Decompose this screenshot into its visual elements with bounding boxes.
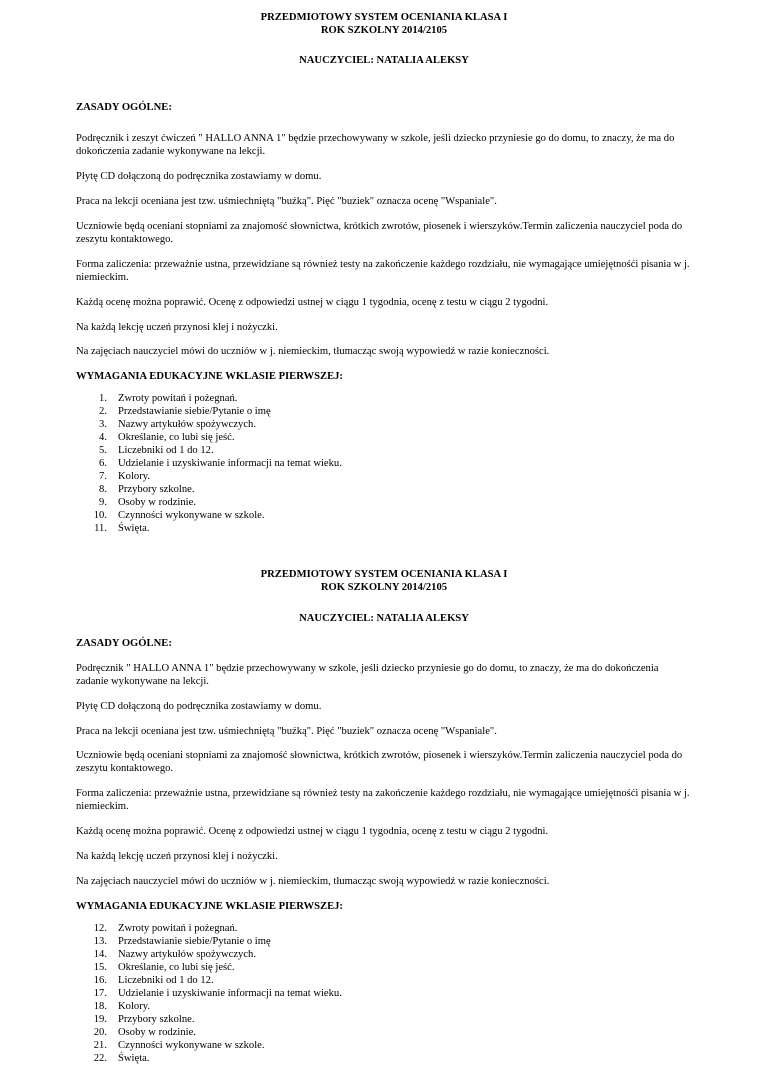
requirements-heading: WYMAGANIA EDUKACYJNE WKLASIE PIERWSZEJ: [76,900,343,912]
rules-heading: ZASADY OGÓLNE: [76,102,172,114]
list-number: 12. [93,922,107,934]
list-item [76,1013,692,1026]
title-line-1: PRZEDMIOTOWY SYSTEM OCENIANIA KLASA I [260,569,508,581]
list-number: 6. [99,458,107,470]
list-number: 9. [99,497,107,509]
list-item [76,509,692,522]
list-text: Przedstawianie siebie/Pytanie o imę [118,406,271,418]
list-text: Przybory szkolne. [118,484,195,496]
list-item [76,392,692,405]
list-number: 19. [93,1013,107,1025]
list-item [76,457,692,470]
list-text: Udzielanie i uzyskiwanie informacji na temat wieku. [118,987,342,999]
list-text: Przedstawianie siebie/Pytanie o imę [118,935,271,947]
list-number: 10. [93,510,107,522]
paragraph: Podręcznik " HALLO ANNA 1" będzie przechowywany w szkole, jeśli dziecko przyniesie go do domu, to znaczy, że ma do dokończenia zadanie wykonywane na lekcji. [76,662,659,687]
teacher-line: NAUCZYCIEL: NATALIA ALEKSY [299,55,469,67]
list-text: Kolory. [118,471,150,483]
list-text: Osoby w rodzinie. [118,1026,196,1038]
list-text: Liczebniki od 1 do 12. [118,974,214,986]
list-text: Nazwy artykułów spożywczych. [118,419,256,431]
paragraph: Uczniowie będą oceniani stopniami za znajomość słownictwa, krótkich zwrotów, piosenek i wierszyków.Termin zaliczenia nauczyciel poda do zeszytu kontaktowego. [76,220,683,245]
list-item [76,1039,692,1052]
list-number: 11. [94,523,107,535]
list-item [76,961,692,974]
document-title [76,569,692,594]
list-number: 22. [93,1052,107,1064]
paragraph: Każdą ocenę można poprawić. Ocenę z odpowiedzi ustnej w ciągu 1 tygodnia, ocenę z testu w ciągu 2 tygodni. [76,826,549,838]
paragraph: Uczniowie będą oceniani stopniami za znajomość słownictwa, krótkich zwrotów, piosenek i wierszyków.Termin zaliczenia nauczyciel poda do zeszytu kontaktowego. [76,750,683,775]
list-text: Udzielanie i uzyskiwanie informacji na temat wieku. [118,458,342,470]
paragraph: Na każdą lekcję uczeń przynosi klej i nożyczki. [76,851,278,863]
list-number: 20. [93,1026,107,1038]
list-number: 1. [99,393,107,405]
list-item [76,444,692,457]
list-number: 4. [99,432,107,444]
rules-heading: ZASADY OGÓLNE: [76,637,172,649]
paragraph: Praca na lekcji oceniana jest tzw. uśmiechniętą "buźką". Pięć "buziek" oznacza ocenę "Wspaniale". [76,725,497,737]
list-number: 5. [99,445,107,457]
paragraph: Płytę CD dołączoną do podręcznika zostawiamy w domu. [76,700,322,712]
list-item [76,405,692,418]
list-text: Określanie, co lubi się jeść. [118,961,235,973]
list-text: Święta. [118,1052,150,1064]
list-text: Określanie, co lubi się jeść. [118,432,235,444]
list-item [76,987,692,1000]
paragraph: Na zajęciach nauczyciel mówi do uczniów w j. niemieckim, tłumacząc swoją wypowiedź w razie konieczności. [76,346,550,358]
list-number: 13. [93,935,107,947]
paragraph: Podręcznik i zeszyt ćwiczeń " HALLO ANNA 1" będzie przechowywany w szkole, jeśli dziecko przyniesie go do domu, to znaczy, że ma do dokończenia zadanie wykonywane na lekcji. [76,133,675,158]
list-number: 15. [93,961,107,973]
teacher-line: NAUCZYCIEL: NATALIA ALEKSY [299,612,469,624]
list-text: Zwroty powitań i pożegnań. [118,393,238,405]
list-item [76,418,692,431]
paragraph: Forma zaliczenia: przeważnie ustna, przewidziane są również testy na zakończenie każdego rozdziału, nie wymagające umiejętnośći pisania w j. niemieckim. [76,258,690,283]
list-item [76,483,692,496]
list-text: Przybory szkolne. [118,1013,195,1025]
list-item [76,496,692,509]
list-item [76,522,692,535]
document-block-2 [76,569,692,1064]
list-text: Zwroty powitań i pożegnań. [118,922,238,934]
list-item [76,1000,692,1013]
list-text: Liczebniki od 1 do 12. [118,445,214,457]
list-text: Nazwy artykułów spożywczych. [118,948,256,960]
list-number: 8. [99,484,107,496]
document-title [76,12,692,37]
title-line-2: ROK SZKOLNY 2014/2105 [320,582,448,594]
list-number: 7. [99,471,107,483]
list-text: Czynności wykonywane w szkole. [118,1039,265,1051]
list-text: Kolory. [118,1000,150,1012]
title-line-2: ROK SZKOLNY 2014/2105 [320,24,448,36]
list-number: 14. [93,948,107,960]
list-number: 17. [93,987,107,999]
document-block-1 [76,12,692,535]
list-item [76,922,692,935]
list-number: 16. [93,974,107,986]
list-text: Czynności wykonywane w szkole. [118,510,265,522]
list-item [76,1052,692,1065]
requirements-list [76,392,692,535]
list-number: 2. [99,406,107,418]
list-item [76,431,692,444]
list-number: 18. [93,1000,107,1012]
title-line-1: PRZEDMIOTOWY SYSTEM OCENIANIA KLASA I [260,12,508,23]
list-item [76,470,692,483]
list-number: 3. [99,419,107,431]
requirements-heading: WYMAGANIA EDUKACYJNE WKLASIE PIERWSZEJ: [76,371,343,383]
paragraph: Praca na lekcji oceniana jest tzw. uśmiechniętą "buźką". Pięć "buziek" oznacza ocenę "Wspaniale". [76,196,497,208]
paragraph: Płytę CD dołączoną do podręcznika zostawiamy w domu. [76,171,322,183]
list-item [76,1026,692,1039]
list-number: 21. [93,1039,107,1051]
list-item [76,935,692,948]
list-item [76,948,692,961]
paragraph: Każdą ocenę można poprawić. Ocenę z odpowiedzi ustnej w ciągu 1 tygodnia, ocenę z testu w ciągu 2 tygodni. [76,296,549,308]
paragraph: Na każdą lekcję uczeń przynosi klej i nożyczki. [76,321,278,333]
list-item [76,974,692,987]
list-text: Święta. [118,523,150,535]
paragraph: Forma zaliczenia: przeważnie ustna, przewidziane są również testy na zakończenie każdego rozdziału, nie wymagające umiejętnośći pisania w j. niemieckim. [76,788,690,813]
requirements-list [76,922,692,1065]
paragraph: Na zajęciach nauczyciel mówi do uczniów w j. niemieckim, tłumacząc swoją wypowiedź w razie konieczności. [76,875,550,887]
list-text: Osoby w rodzinie. [118,497,196,509]
